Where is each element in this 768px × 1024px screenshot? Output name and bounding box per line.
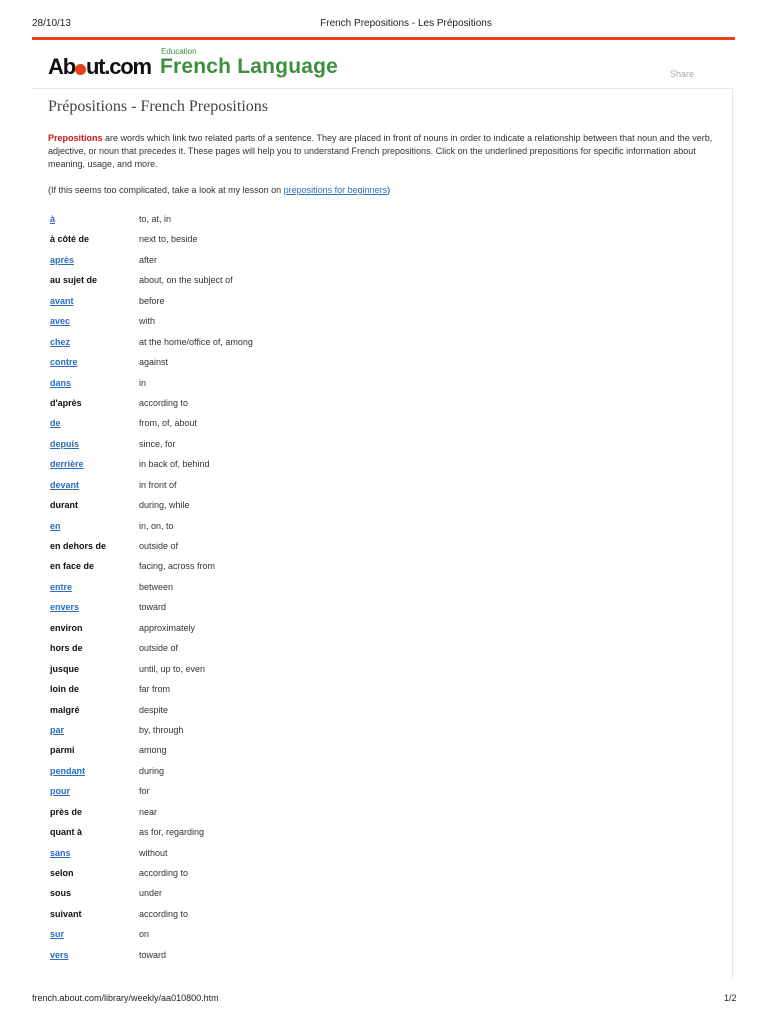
preposition-row — [50, 740, 710, 760]
preposition-term: au sujet de — [50, 275, 98, 286]
preposition-link[interactable]: depuis — [50, 438, 80, 449]
preposition-row — [50, 863, 710, 883]
preposition-row — [50, 516, 710, 536]
preposition-row — [50, 597, 710, 617]
note-after: ) — [387, 185, 391, 195]
preposition-translation: facing, across from — [139, 561, 216, 572]
print-date: 28/10/13 — [32, 18, 71, 29]
preposition-row — [50, 843, 710, 863]
preposition-translation: without — [139, 847, 168, 858]
preposition-translation: among — [139, 745, 167, 756]
preposition-translation: since, for — [139, 438, 176, 449]
preposition-term: sous — [50, 888, 72, 899]
preposition-link[interactable]: par — [50, 724, 65, 735]
preposition-row — [50, 454, 710, 474]
preposition-translation: before — [139, 295, 165, 306]
preposition-row — [50, 556, 710, 576]
preposition-translation: outside of — [139, 643, 179, 654]
preposition-row — [50, 924, 710, 944]
preposition-row — [50, 373, 710, 393]
preposition-translation: by, through — [139, 724, 184, 735]
preposition-row — [50, 679, 710, 699]
preposition-row — [50, 883, 710, 903]
preposition-link[interactable]: dans — [50, 377, 72, 388]
beginners-lesson-link[interactable]: prepositions for beginners — [283, 185, 388, 195]
preposition-translation: from, of, about — [139, 418, 198, 429]
preposition-row — [50, 332, 710, 352]
logo-dot-icon — [75, 64, 86, 75]
preposition-term: suivant — [50, 908, 82, 919]
preposition-link[interactable]: contre — [50, 357, 78, 368]
preposition-link[interactable]: vers — [50, 949, 69, 960]
intro-text: are words which link two related parts of a sentence. They are placed in front of nouns in order to indicate a relationship between that noun and the verb, adjective, or noun that precedes it. These pages will help you to understand French prepositions. Click on the underlined prepositions for specific information about meaning, usage, and more. — [48, 133, 713, 169]
preposition-translation: according to — [139, 868, 189, 878]
preposition-link[interactable]: pour — [50, 786, 70, 797]
print-page-number: 1/2 — [724, 993, 737, 1003]
preposition-term: d'après — [50, 397, 82, 408]
print-doc-title: French Prepositions - Les Prépositions — [320, 18, 492, 29]
preposition-row — [50, 291, 710, 311]
preposition-translation: approximately — [139, 622, 196, 633]
preposition-term: à côté de — [50, 234, 90, 245]
prepositions-list — [50, 209, 710, 965]
preposition-row — [50, 229, 710, 249]
preposition-row — [50, 352, 710, 372]
preposition-translation: against — [139, 357, 169, 368]
preposition-row — [50, 434, 710, 454]
preposition-translation: despite — [139, 704, 169, 715]
preposition-row — [50, 495, 710, 515]
preposition-row — [50, 822, 710, 842]
preposition-link[interactable]: sans — [50, 847, 71, 858]
preposition-row — [50, 720, 710, 740]
preposition-row — [50, 904, 710, 924]
share-button[interactable]: Share — [670, 69, 695, 79]
preposition-translation: in — [139, 377, 147, 388]
preposition-link[interactable]: à — [50, 214, 56, 224]
preposition-term: environ — [50, 622, 83, 633]
preposition-term: en dehors de — [50, 541, 107, 551]
page-title: Prépositions - French Prepositions — [48, 98, 268, 115]
preposition-translation: at the home/office of, among — [139, 336, 253, 347]
logo-wordmark: Ab ut.com — [48, 54, 151, 79]
preposition-row — [50, 618, 710, 638]
preposition-link[interactable]: devant — [50, 479, 80, 490]
preposition-translation: according to — [139, 908, 189, 919]
intro-term: Prepositions — [48, 133, 103, 143]
section-label[interactable]: Education — [161, 47, 197, 56]
preposition-link[interactable]: sur — [50, 929, 65, 940]
preposition-term: parmi — [50, 745, 75, 756]
preposition-term: hors de — [50, 643, 83, 654]
preposition-term: selon — [50, 868, 74, 878]
preposition-translation: about, on the subject of — [139, 275, 233, 286]
preposition-row — [50, 659, 710, 679]
header-divider — [32, 37, 735, 40]
preposition-row — [50, 209, 710, 229]
preposition-link[interactable]: envers — [50, 602, 80, 613]
preposition-link[interactable]: avec — [50, 316, 71, 327]
preposition-link[interactable]: derrière — [50, 459, 84, 470]
preposition-translation: under — [139, 888, 163, 899]
preposition-translation: next to, beside — [139, 234, 198, 245]
preposition-row — [50, 393, 710, 413]
preposition-translation: during, while — [139, 500, 190, 511]
preposition-translation: according to — [139, 397, 189, 408]
preposition-link[interactable]: après — [50, 254, 75, 265]
preposition-term: loin de — [50, 684, 79, 695]
preposition-term: en face de — [50, 561, 95, 572]
print-url: french.about.com/library/weekly/aa010800.htm — [32, 993, 219, 1003]
preposition-term: jusque — [50, 663, 80, 674]
preposition-row — [50, 638, 710, 658]
preposition-row — [50, 475, 710, 495]
preposition-translation: between — [139, 581, 174, 592]
preposition-row — [50, 577, 710, 597]
preposition-link[interactable]: chez — [50, 336, 71, 347]
preposition-row — [50, 413, 710, 433]
preposition-translation: outside of — [139, 541, 179, 551]
preposition-translation: in front of — [139, 479, 177, 490]
preposition-translation: with — [139, 316, 156, 327]
preposition-translation: toward — [139, 949, 167, 960]
preposition-row — [50, 945, 710, 965]
preposition-translation: after — [139, 254, 158, 265]
intro-paragraph — [48, 132, 728, 171]
preposition-row — [50, 700, 710, 720]
preposition-row — [50, 536, 710, 556]
preposition-term: durant — [50, 500, 78, 511]
preposition-translation: on — [139, 929, 150, 940]
preposition-translation: during — [139, 765, 165, 776]
preposition-translation: until, up to, even — [139, 663, 206, 674]
preposition-row — [50, 781, 710, 801]
preposition-link[interactable]: avant — [50, 295, 74, 306]
preposition-translation: in, on, to — [139, 520, 174, 531]
preposition-translation: as for, regarding — [139, 827, 205, 838]
preposition-row — [50, 761, 710, 781]
preposition-translation: toward — [139, 602, 167, 613]
preposition-link[interactable]: pendant — [50, 765, 85, 776]
preposition-translation: near — [139, 806, 158, 817]
preposition-row — [50, 250, 710, 270]
preposition-term: quant à — [50, 827, 83, 838]
site-name[interactable]: French Language — [160, 55, 339, 78]
beginner-note — [48, 184, 728, 197]
preposition-row — [50, 802, 710, 822]
preposition-term: près de — [50, 806, 83, 817]
preposition-translation: in back of, behind — [139, 459, 210, 470]
preposition-term: malgré — [50, 704, 80, 715]
preposition-translation: far from — [139, 684, 171, 695]
note-before: (If this seems too complicated, take a look at my lesson on — [48, 185, 284, 195]
print-header — [0, 18, 768, 32]
preposition-link[interactable]: de — [50, 418, 61, 429]
preposition-link[interactable]: en — [50, 520, 61, 531]
preposition-row — [50, 311, 710, 331]
preposition-row — [50, 270, 710, 290]
preposition-translation: for — [139, 786, 150, 797]
preposition-translation: to, at, in — [139, 214, 172, 224]
preposition-link[interactable]: entre — [50, 581, 73, 592]
